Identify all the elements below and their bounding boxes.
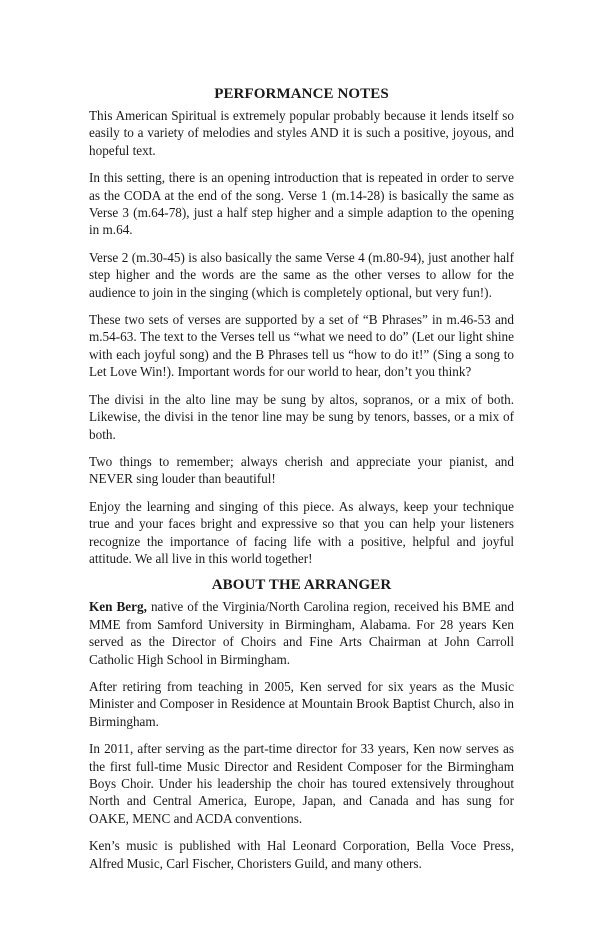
about-arranger-section	[89, 577, 514, 872]
about-arranger-heading: ABOUT THE ARRANGER	[211, 577, 392, 594]
paragraph: In this setting, there is an opening introduction that is repeated in order to serve as the CODA at the end of the song. Verse 1 (m.14-28) is basically the same as Verse 3 (m.64-78), just a half step higher and a simple adaption to the opening in m.64.	[89, 170, 514, 238]
paragraph: These two sets of verses are supported by a set of “B Phrases” in m.46-53 and m.54-63. The text to the Verses tell us “what we need to do” (Let our light shine with each joyful song) and the B Phrases tell us “how to do it!” (Sing a song to Let Love Win!). Important words for our world to hear, don’t you think?	[89, 312, 514, 380]
paragraph: This American Spiritual is extremely popular probably because it lends itself so easily to a variety of melodies and styles AND it is such a positive, joyous, and hopeful text.	[89, 108, 514, 158]
paragraph: Verse 2 (m.30-45) is also basically the same Verse 4 (m.80-94), just another half step higher and the words are the same as the other verses to allow for the audience to join in the singing (which is completely optional, but very fun!).	[89, 249, 514, 300]
paragraph: After retiring from teaching in 2005, Ken served for six years as the Music Minister and Composer in Residence at Mountain Brook Baptist Church, also in Birmingham.	[89, 678, 514, 729]
paragraph: The divisi in the alto line may be sung by altos, sopranos, or a mix of both. Likewise, the divisi in the tenor line may be sung by tenors, basses, or a mix of both.	[89, 391, 514, 442]
paragraph: Enjoy the learning and singing of this piece. As always, keep your technique true and your faces bright and expressive so that you can help your listeners recognize the importance of facing life with a positive, helpful and joyful attitude. We all live in this world together!	[89, 498, 514, 566]
arranger-intro-text: native of the Virginia/North Carolina region, received his BME and MME from Samford University in Birmingham, Alabama. For 28 years Ken served as the Director of Choirs and Fine Arts Chairman at John Carroll Catholic High School in Birmingham.	[89, 599, 514, 667]
paragraph: Two things to remember; always cherish and appreciate your pianist, and NEVER sing louder than beautiful!	[89, 453, 514, 487]
paragraph: Ken’s music is published with Hal Leonard Corporation, Bella Voce Press, Alfred Music, Carl Fischer, Choristers Guild, and many others.	[89, 838, 514, 871]
performance-notes-section	[89, 86, 514, 567]
document-page	[89, 86, 514, 882]
paragraph: In 2011, after serving as the part-time director for 33 years, Ken now serves as the first full-time Music Director and Resident Composer for the Birmingham Boys Choir. Under his leadership the choir has toured extensively throughout North and Central America, Europe, Japan, and Canada and has sung for OAKE, MENC and ACDA conventions.	[89, 741, 514, 826]
arranger-intro-paragraph	[89, 598, 514, 668]
performance-notes-heading: PERFORMANCE NOTES	[214, 86, 389, 102]
arranger-name: Ken Berg,	[89, 599, 147, 615]
